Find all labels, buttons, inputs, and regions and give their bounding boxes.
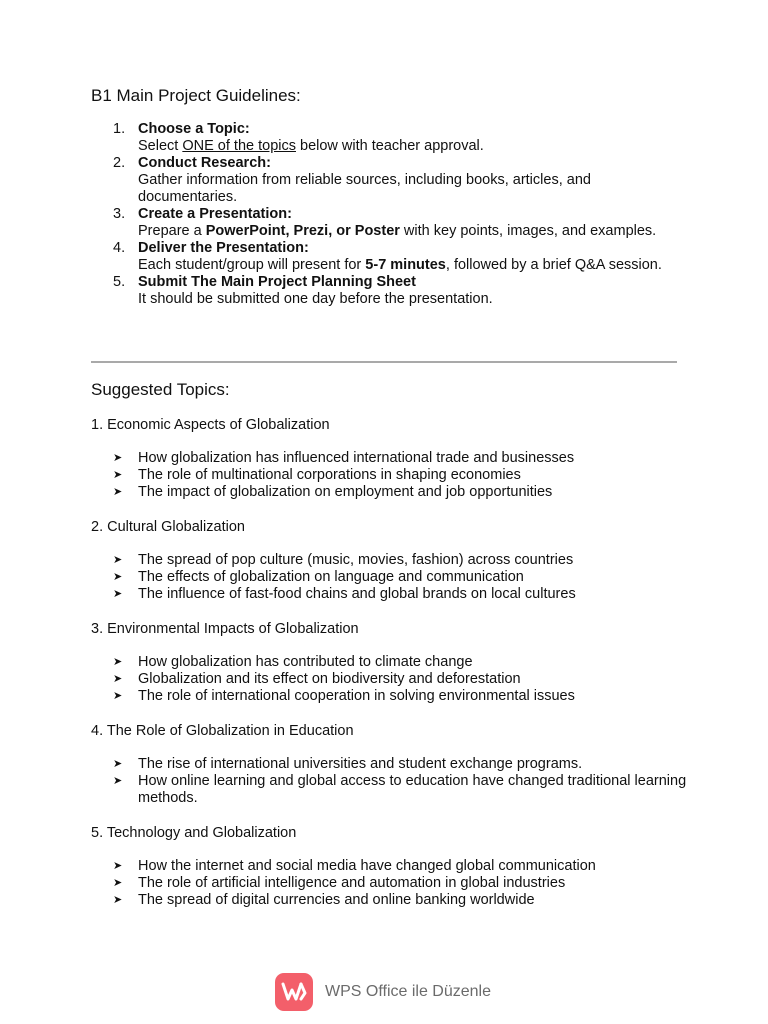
guidelines-steps xyxy=(91,121,691,308)
arrow-bullet-icon: ➤ xyxy=(113,690,123,702)
arrow-bullet-icon: ➤ xyxy=(113,860,123,872)
topic-section-title: 2. Cultural Globalization xyxy=(91,519,245,535)
step-number: 4. xyxy=(113,240,126,256)
arrow-bullet-icon: ➤ xyxy=(113,894,123,906)
wps-footer-link[interactable] xyxy=(275,973,491,1011)
topic-bullet-text: How online learning and global access to education have changed traditional learning methods. xyxy=(138,773,687,806)
step-emphasis: 5-7 minutes xyxy=(365,257,446,273)
topic-bullet-item xyxy=(91,858,691,875)
topic-bullet-list xyxy=(91,450,691,501)
footer-text: WPS Office ile Düzenle xyxy=(325,983,491,1000)
wps-logo-icon xyxy=(275,973,313,1011)
topic-bullet-text: How globalization has influenced international trade and businesses xyxy=(138,450,575,466)
topic-bullet-text: The influence of fast-food chains and global brands on local cultures xyxy=(138,586,576,602)
topic-bullet-item xyxy=(91,875,691,892)
step-title: Choose a Topic: xyxy=(138,121,250,137)
guideline-step xyxy=(91,155,691,206)
step-description: Each student/group will present for 5-7 minutes, followed by a brief Q&A session. xyxy=(138,257,662,273)
topic-bullet-text: The rise of international universities and student exchange programs. xyxy=(138,756,583,772)
step-title: Deliver the Presentation: xyxy=(138,240,309,256)
section-divider xyxy=(91,361,677,363)
step-description: Select ONE of the topics below with teacher approval. xyxy=(138,138,484,154)
topic-bullet-item xyxy=(91,671,691,688)
topic-sections xyxy=(91,416,691,926)
topic-bullet-text: The role of artificial intelligence and automation in global industries xyxy=(138,875,566,891)
topic-bullet-text: The spread of digital currencies and online banking worldwide xyxy=(138,892,535,908)
step-number: 5. xyxy=(113,274,126,290)
step-number: 2. xyxy=(113,155,126,171)
topic-bullet-text: The role of international cooperation in solving environmental issues xyxy=(138,688,575,704)
arrow-bullet-icon: ➤ xyxy=(113,758,123,770)
topic-bullet-text: The spread of pop culture (music, movies, fashion) across countries xyxy=(138,552,574,568)
topic-bullet-item xyxy=(91,450,691,467)
guidelines-heading: B1 Main Project Guidelines: xyxy=(91,86,301,105)
topic-section-title: 1. Economic Aspects of Globalization xyxy=(91,417,330,433)
topic-section-title: 3. Environmental Impacts of Globalization xyxy=(91,621,359,637)
topic-bullet-text: The effects of globalization on language and communication xyxy=(138,569,524,585)
arrow-bullet-icon: ➤ xyxy=(113,571,123,583)
step-emphasis: PowerPoint, Prezi, or Poster xyxy=(205,223,400,239)
arrow-bullet-icon: ➤ xyxy=(113,554,123,566)
topic-bullet-text: How globalization has contributed to climate change xyxy=(138,654,473,670)
topic-bullet-text: How the internet and social media have changed global communication xyxy=(138,858,596,874)
step-title: Create a Presentation: xyxy=(138,206,292,222)
topic-bullet-text: Globalization and its effect on biodiversity and deforestation xyxy=(138,671,521,687)
topic-bullet-item xyxy=(91,467,691,484)
guideline-step xyxy=(91,274,691,308)
step-number: 1. xyxy=(113,121,126,137)
step-description: It should be submitted one day before the presentation. xyxy=(138,291,493,307)
guideline-step xyxy=(91,240,691,274)
guideline-step xyxy=(91,121,691,155)
topic-section-title: 5. Technology and Globalization xyxy=(91,825,297,841)
topic-bullet-list xyxy=(91,756,691,807)
topic-bullet-item xyxy=(91,569,691,586)
arrow-bullet-icon: ➤ xyxy=(113,877,123,889)
arrow-bullet-icon: ➤ xyxy=(113,469,123,481)
topic-bullet-list xyxy=(91,858,691,909)
arrow-bullet-icon: ➤ xyxy=(113,775,123,787)
step-title: Conduct Research: xyxy=(138,155,271,171)
arrow-bullet-icon: ➤ xyxy=(113,673,123,685)
topic-bullet-item xyxy=(91,654,691,671)
topic-bullet-item xyxy=(91,756,691,773)
step-title: Submit The Main Project Planning Sheet xyxy=(138,274,416,290)
topic-bullet-item xyxy=(91,892,691,909)
arrow-bullet-icon: ➤ xyxy=(113,656,123,668)
topic-bullet-list xyxy=(91,654,691,705)
topic-bullet-text: The impact of globalization on employment and job opportunities xyxy=(138,484,553,500)
step-description: Gather information from reliable sources, including books, articles, and documentaries. xyxy=(138,172,591,205)
arrow-bullet-icon: ➤ xyxy=(113,486,123,498)
topic-bullet-item xyxy=(91,773,691,807)
topic-bullet-item xyxy=(91,484,691,501)
topic-bullet-item xyxy=(91,552,691,569)
topic-section-title: 4. The Role of Globalization in Education xyxy=(91,723,354,739)
topic-bullet-item xyxy=(91,586,691,603)
topics-heading: Suggested Topics: xyxy=(91,380,230,399)
step-description: Prepare a PowerPoint, Prezi, or Poster with key points, images, and examples. xyxy=(138,223,657,239)
topic-bullet-text: The role of multinational corporations in shaping economies xyxy=(138,467,521,483)
topic-bullet-list xyxy=(91,552,691,603)
topic-bullet-item xyxy=(91,688,691,705)
step-number: 3. xyxy=(113,206,126,222)
arrow-bullet-icon: ➤ xyxy=(113,452,123,464)
arrow-bullet-icon: ➤ xyxy=(113,588,123,600)
guideline-step xyxy=(91,206,691,240)
step-emphasis: ONE of the topics xyxy=(182,138,296,154)
